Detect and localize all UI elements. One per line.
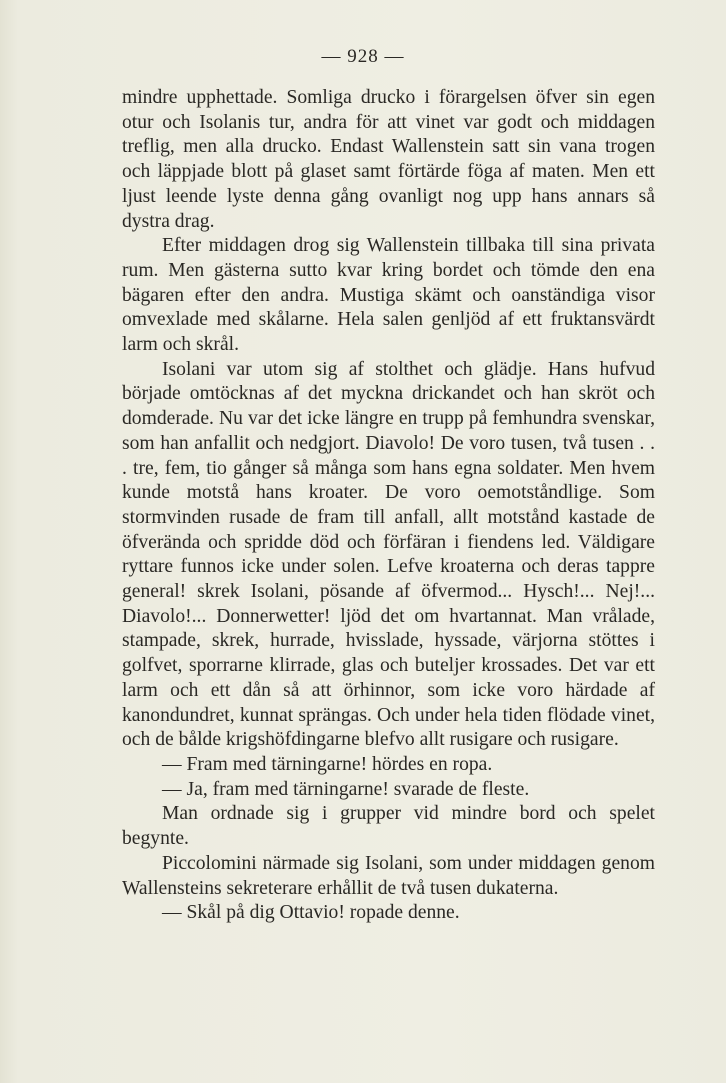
- paragraph-6: Man ordnade sig i grupper vid mindre bord och spelet begynte.: [122, 803, 655, 850]
- paragraph-8: — Skål på dig Ottavio! ropade denne.: [162, 902, 460, 924]
- paragraph-7: Piccolomini närmade sig Isolani, som under middagen genom Wallensteins sekreterare erhållit de två tusen dukaterna.: [122, 852, 655, 899]
- paragraph-1: mindre upphettade. Somliga drucko i förargelsen öfver sin egen otur och Isolanis tur, andra för att vinet var godt och middagen treflig, men alla drucko. Endast Wallenstein satt sin vana trogen och läppjade blott på glaset samt förtärde föga af maten. Men ett ljust leende lyste denna gång ovanligt nog upp hans annars så dystra drag.: [122, 87, 655, 232]
- page-number: — 928 —: [321, 46, 405, 67]
- paragraph-4: — Fram med tärningarne! hördes en ropa.: [162, 753, 493, 775]
- paragraph-5: — Ja, fram med tärningarne! svarade de fleste.: [162, 778, 530, 800]
- body-text: [122, 86, 655, 926]
- paragraph-2: Efter middagen drog sig Wallenstein tillbaka till sina privata rum. Men gästerna sutto kvar kring bordet och tömde den ena bägaren efter den andra. Mustiga skämt och oanständiga visor omvexlade med skålarne. Hela salen genljöd af ett fruktansvärdt larm och skrål.: [122, 235, 655, 356]
- paragraph-3: Isolani var utom sig af stolthet och glädje. Hans hufvud började omtöcknas af det myckna drickandet och han skröt och domderade. Nu var det icke längre en trupp på femhundra svenskar, som han anfallit och nedgjort. Diavolo! De voro tusen, två tusen . . . tre, fem, tio gånger så många som hans egna soldater. Men hvem kunde motstå hans kroater. De voro oemotståndlige. Som stormvinden rusade de fram till anfall, allt motstånd kastade de öfverända och spridde död och förfäran i fiendens led. Väldigare ryttare funnos icke under solen. Lefve kroaterna och deras tappre general! skrek Isolani, pösande af öfvermod... Hysch!... Nej!... Diavolo!... Donnerwetter! ljöd det om hvartannat. Man vrålade, stampade, skrek, hurrade, hvisslade, hyssade, värjorna stöttes i golfvet, sporrarne klirrade, glas och buteljer krossades. Det var ett larm och ett dån så att örhinnor, som icke voro härdade af kanondundret, kunnat sprängas. Och under hela tiden flödade vinet, och de bålde krigshöfdingarne blefvo allt rusigare och rusigare.: [122, 358, 655, 751]
